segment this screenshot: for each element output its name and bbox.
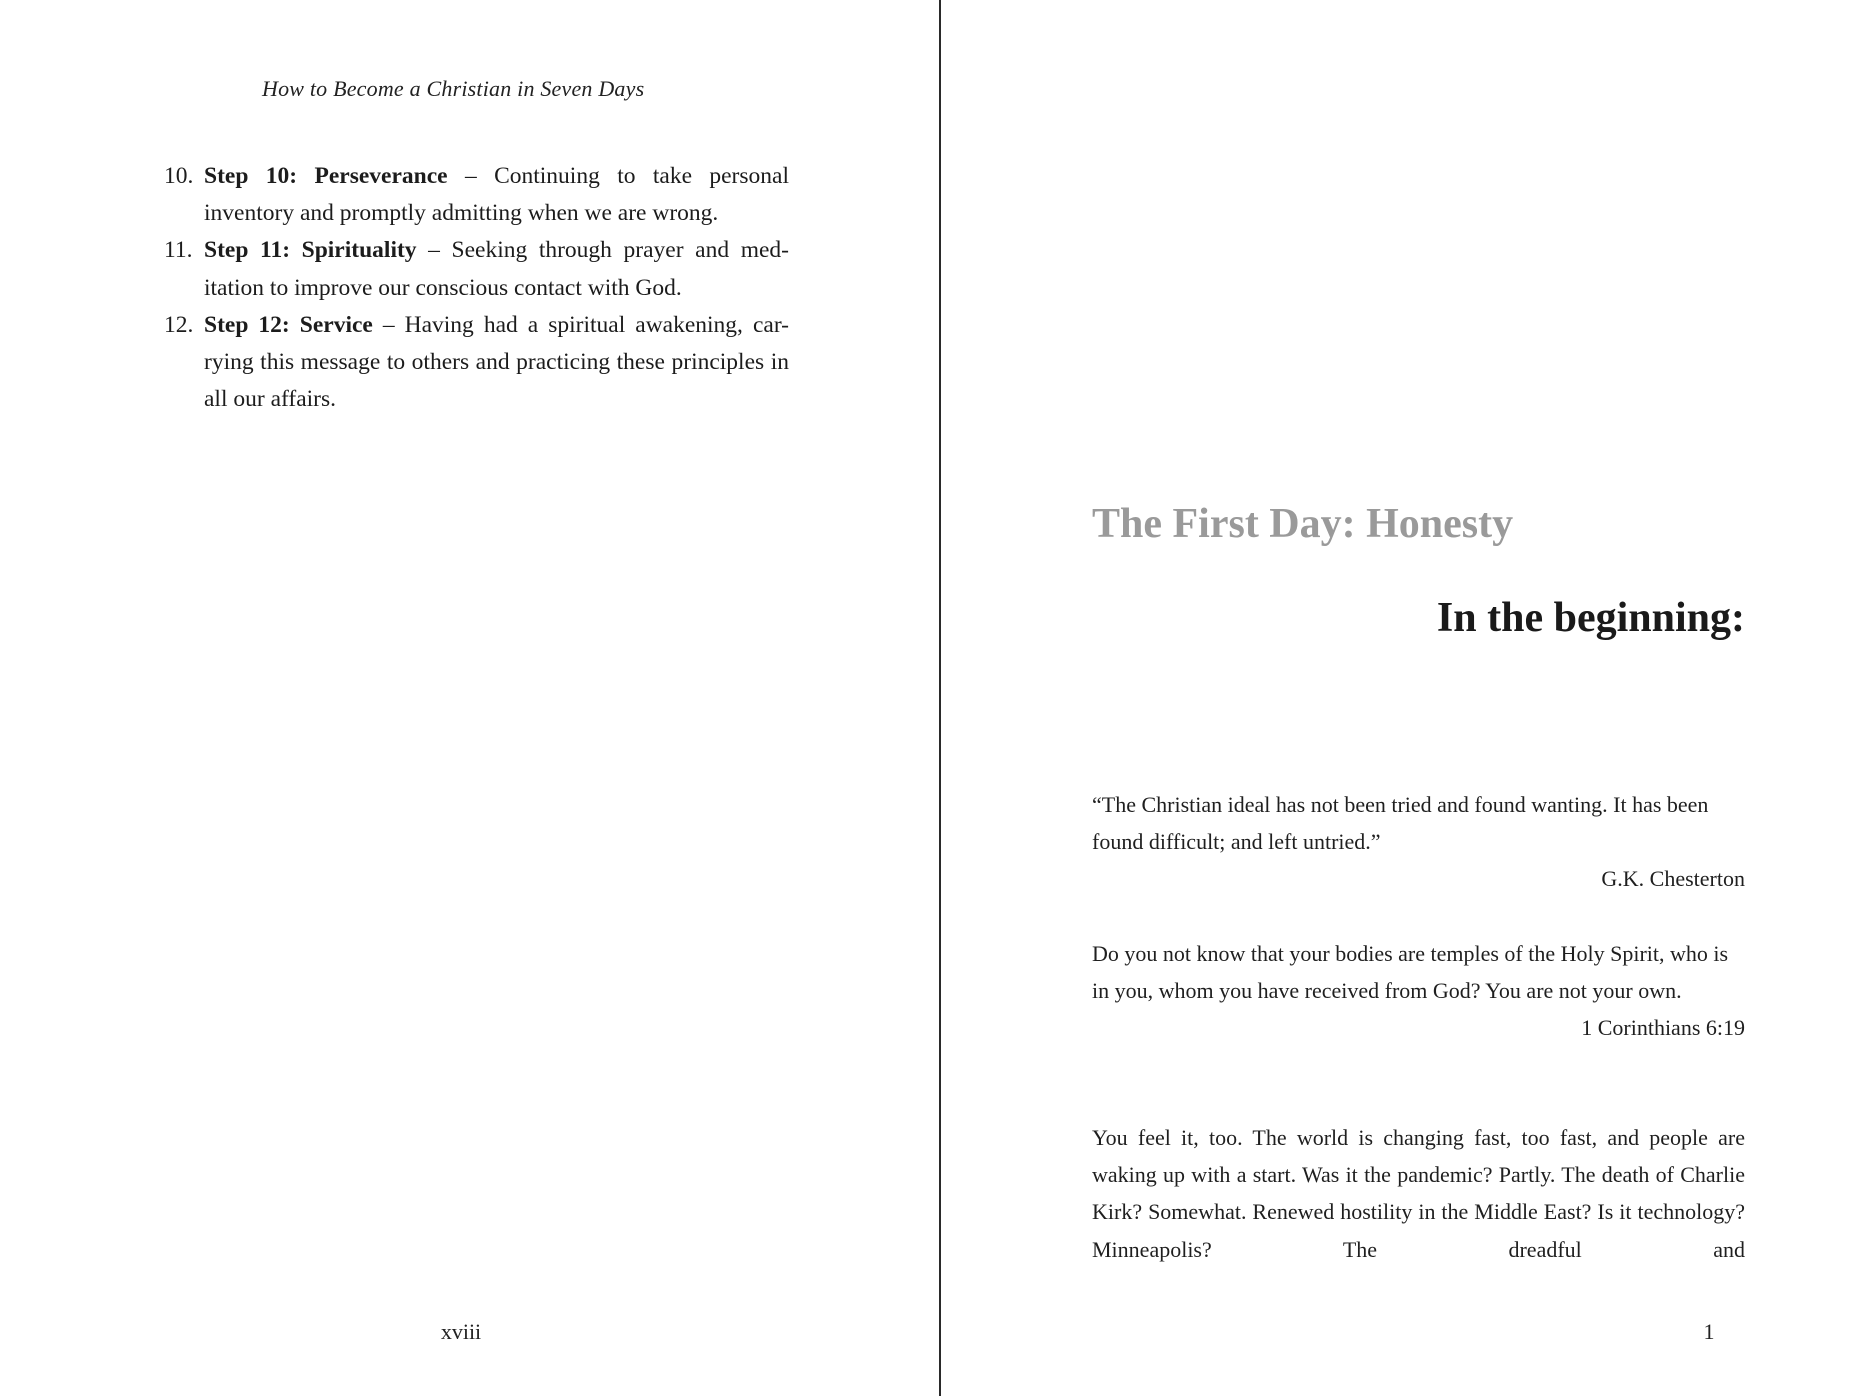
list-item (164, 232, 789, 306)
list-item (164, 307, 789, 419)
steps-list (164, 158, 789, 418)
quote-attribution: 1 Corinthians 6:19 (1581, 1015, 1745, 1041)
step-title: Step 10: Perseverance (204, 163, 448, 189)
step-text: – Seeking through prayer and med-itation to improve our conscious contact with God. (204, 237, 789, 301)
body-paragraph: You feel it, too. The world is changing fast, too fast, and people are waking up with a start. Was it the pandemic? Partly. The death of Charlie Kirk? Somewhat. Renewed hostility in the Middle East? Is it technology? Minneapolis? The dreadful and (1092, 1125, 1745, 1262)
epigraph-scripture (1092, 935, 1745, 1047)
quote-text: “The Christian ideal has not been tried and found wanting. It has been found difficult; and left untried.” (1092, 792, 1709, 855)
quote-attribution: G.K. Chesterton (1601, 866, 1745, 892)
epigraph-quote (1092, 786, 1745, 898)
step-text: – Having had a spiritual awakening, car-rying this message to others and practicing these principles in all our affairs. (204, 311, 789, 413)
page-number: 1 (1703, 1319, 1715, 1344)
step-title: Step 11: Spirituality (204, 237, 417, 264)
chapter-subtitle: In the beginning: (1436, 595, 1745, 641)
running-head: How to Become a Christian in Seven Days (262, 76, 645, 101)
step-title: Step 12: Service (204, 311, 373, 338)
right-page (941, 0, 1862, 1396)
step-text: – Continuing to take personal inventory and promptly admitting when we are wrong. (204, 163, 789, 227)
page-number: xviii (440, 1319, 482, 1344)
list-item (164, 158, 789, 232)
chapter-title: The First Day: Honesty (1092, 501, 1514, 547)
step-number: 11. (164, 237, 193, 264)
step-number: 10. (164, 163, 194, 189)
quote-text: Do you not know that your bodies are temples of the Holy Spirit, who is in you, whom you have received from God? You are not your own. (1092, 941, 1729, 1004)
step-number: 12. (164, 311, 194, 338)
